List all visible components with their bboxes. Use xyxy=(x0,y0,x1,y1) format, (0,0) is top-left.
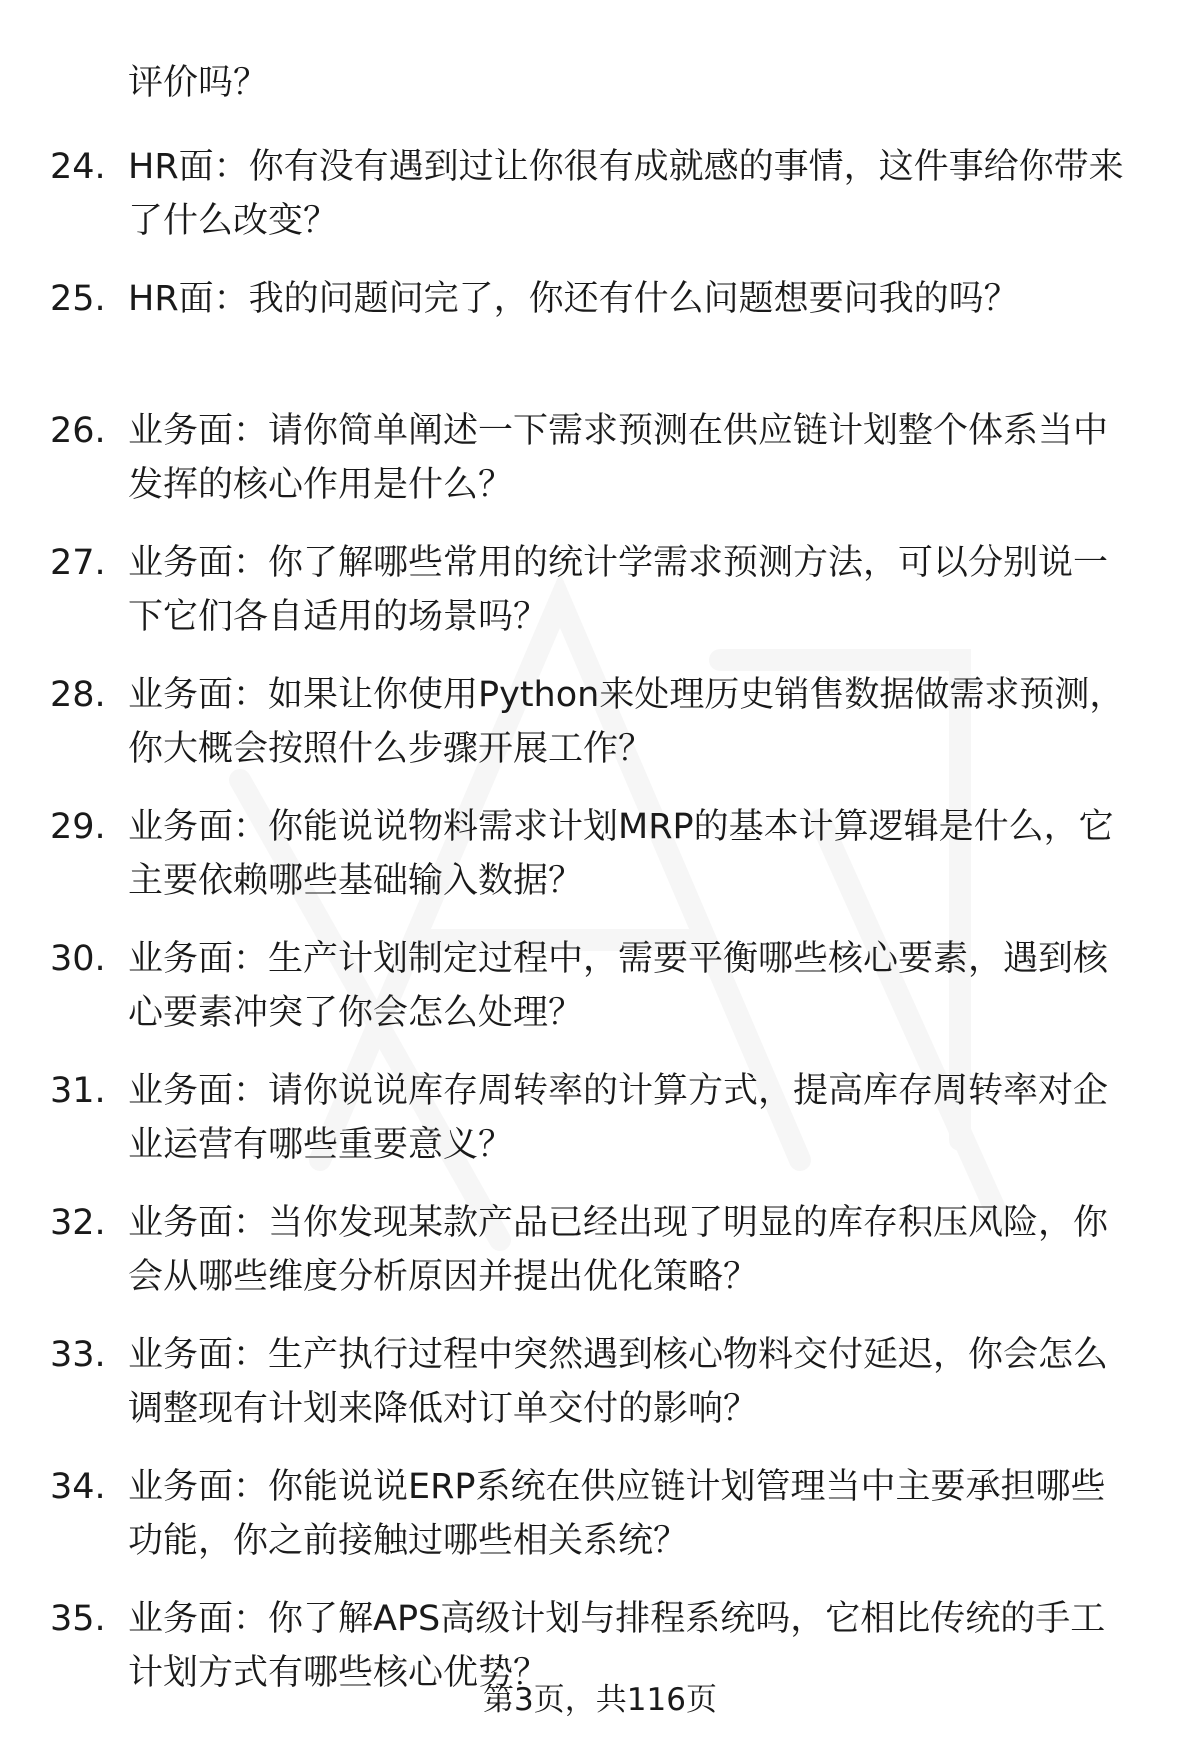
question-number: 24. xyxy=(50,147,106,187)
question-line: 计划方式有哪些核心优势？ xyxy=(128,1653,549,1693)
question-line: 调整现有计划来降低对订单交付的影响？ xyxy=(128,1389,759,1429)
question-number: 33. xyxy=(50,1335,106,1375)
question-item xyxy=(50,800,1160,932)
question-line: 业运营有哪些重要意义？ xyxy=(128,1125,514,1165)
question-item xyxy=(50,1460,1160,1592)
question-line: 业务面：当你发现某款产品已经出现了明显的库存积压风险，你 xyxy=(128,1203,1109,1243)
question-item xyxy=(50,668,1160,800)
question-line: HR面：我的问题问完了，你还有什么问题想要问我的吗？ xyxy=(128,279,1019,319)
question-text xyxy=(128,1328,1160,1436)
question-item xyxy=(50,404,1160,536)
question-number: 31. xyxy=(50,1071,106,1111)
question-item xyxy=(50,272,1160,404)
question-line: 业务面：生产计划制定过程中，需要平衡哪些核心要素，遇到核 xyxy=(128,939,1109,979)
question-number: 27. xyxy=(50,543,106,583)
question-text xyxy=(128,536,1160,644)
continuation-text: 评价吗？ xyxy=(128,63,269,103)
question-item xyxy=(50,1328,1160,1460)
question-text xyxy=(128,1196,1160,1304)
question-line: 业务面：你了解APS高级计划与排程系统吗，它相比传统的手工 xyxy=(128,1599,1106,1639)
question-line: HR面：你有没有遇到过让你很有成就感的事情，这件事给你带来 xyxy=(128,147,1124,187)
question-item xyxy=(50,1064,1160,1196)
question-line: 业务面：你了解哪些常用的统计学需求预测方法，可以分别说一 xyxy=(128,543,1109,583)
question-number: 35. xyxy=(50,1599,106,1639)
question-text xyxy=(128,1460,1160,1568)
question-text xyxy=(128,140,1160,248)
question-line: 会从哪些维度分析原因并提出优化策略？ xyxy=(128,1257,759,1297)
question-text xyxy=(128,272,1160,326)
question-number: 28. xyxy=(50,675,106,715)
question-line: 心要素冲突了你会怎么处理？ xyxy=(128,993,584,1033)
question-line: 业务面：你能说说ERP系统在供应链计划管理当中主要承担哪些 xyxy=(128,1467,1106,1507)
question-line: 主要依赖哪些基础输入数据？ xyxy=(128,861,584,901)
question-item xyxy=(50,932,1160,1064)
question-number: 29. xyxy=(50,807,106,847)
question-line: 业务面：如果让你使用Python来处理历史销售数据做需求预测， xyxy=(128,675,1125,715)
question-text xyxy=(128,932,1160,1040)
question-text xyxy=(128,800,1160,908)
question-number: 34. xyxy=(50,1467,106,1507)
question-line: 业务面：请你说说库存周转率的计算方式，提高库存周转率对企 xyxy=(128,1071,1109,1111)
question-line: 发挥的核心作用是什么？ xyxy=(128,465,514,505)
question-text xyxy=(128,668,1160,776)
question-line: 下它们各自适用的场景吗？ xyxy=(128,597,549,637)
question-number: 32. xyxy=(50,1203,106,1243)
question-line: 你大概会按照什么步骤开展工作？ xyxy=(128,729,654,769)
question-item xyxy=(50,1196,1160,1328)
question-item xyxy=(50,536,1160,668)
question-line: 业务面：请你简单阐述一下需求预测在供应链计划整个体系当中 xyxy=(128,411,1109,451)
question-line: 业务面：你能说说物料需求计划MRP的基本计算逻辑是什么，它 xyxy=(128,807,1114,847)
question-number: 25. xyxy=(50,279,106,319)
question-number: 30. xyxy=(50,939,106,979)
question-line: 业务面：生产执行过程中突然遇到核心物料交付延迟，你会怎么 xyxy=(128,1335,1109,1375)
question-line: 了什么改变？ xyxy=(128,201,339,241)
question-text xyxy=(128,404,1160,512)
page-footer: 第3页，共116页 xyxy=(483,1682,717,1718)
question-line: 功能，你之前接触过哪些相关系统？ xyxy=(128,1521,689,1561)
question-list xyxy=(50,140,1160,1724)
question-item xyxy=(50,140,1160,272)
question-number: 26. xyxy=(50,411,106,451)
question-text xyxy=(128,1064,1160,1172)
